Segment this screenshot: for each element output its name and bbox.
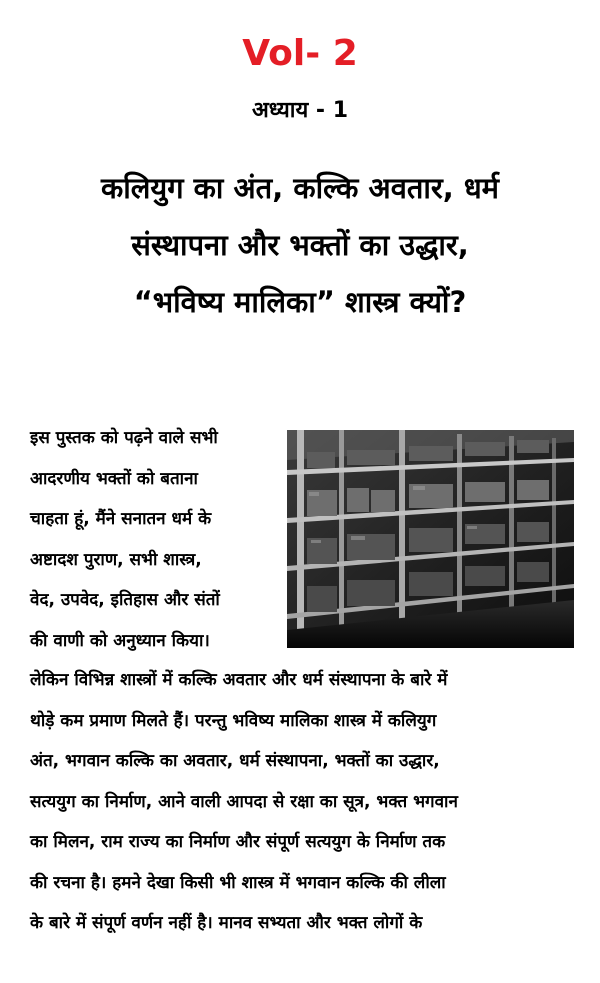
paragraph-line: की वाणी को अनुध्यान किया। [30,630,210,651]
shelves-illustration [287,430,574,648]
paragraph-line: के बारे में संपूर्ण वर्णन नहीं है। मानव सभ्यता और भक्त लोगों के [30,913,423,933]
library-shelves-photo [287,430,574,648]
paragraph-line: आदरणीय भक्तों को बताना [30,468,198,489]
chapter-heading: अध्याय - 1 [251,98,349,123]
chapter-title [0,160,600,331]
paragraph-line: अंत, भगवान कल्कि का अवतार, धर्म संस्थापना, भक्तों का उद्धार, [30,751,440,771]
title-line: कलियुग का अंत, कल्कि अवतार, धर्म [100,171,500,205]
title-line: संस्थापना और भक्तों का उद्धार, [131,228,469,262]
paragraph-line: लेकिन विभिन्न शास्त्रों में कल्कि अवतार और धर्म संस्थापना के बारे में [30,670,448,690]
paragraph-line: सत्ययुग का निर्माण, आने वाली आपदा से रक्षा का सूत्र, भक्त भगवान [30,791,458,812]
intro-paragraph [30,418,278,661]
paragraph-line: इस पुस्तक को पढ़ने वाले सभी [30,428,218,448]
paragraph-line: की रचना है। हमने देखा किसी भी शास्त्र में भगवान कल्कि की लीला [30,872,446,893]
paragraph-line: थोड़े कम प्रमाण मिलते हैं। परन्तु भविष्य मालिका शास्त्र में कलियुग [30,710,437,731]
paragraph-line: अष्टादश पुराण, सभी शास्त्र, [30,549,202,570]
paragraph-line: का मिलन, राम राज्य का निर्माण और संपूर्ण सत्ययुग के निर्माण तक [30,832,446,852]
paragraph-line: वेद, उपवेद, इतिहास और संतों [30,590,220,610]
body-paragraph [30,660,575,944]
paragraph-line: चाहता हूं, मैंने सनातन धर्म के [30,509,212,529]
title-line: “भविष्य मालिका” शास्त्र क्यों? [133,285,467,319]
volume-heading: Vol- 2 [242,33,358,74]
